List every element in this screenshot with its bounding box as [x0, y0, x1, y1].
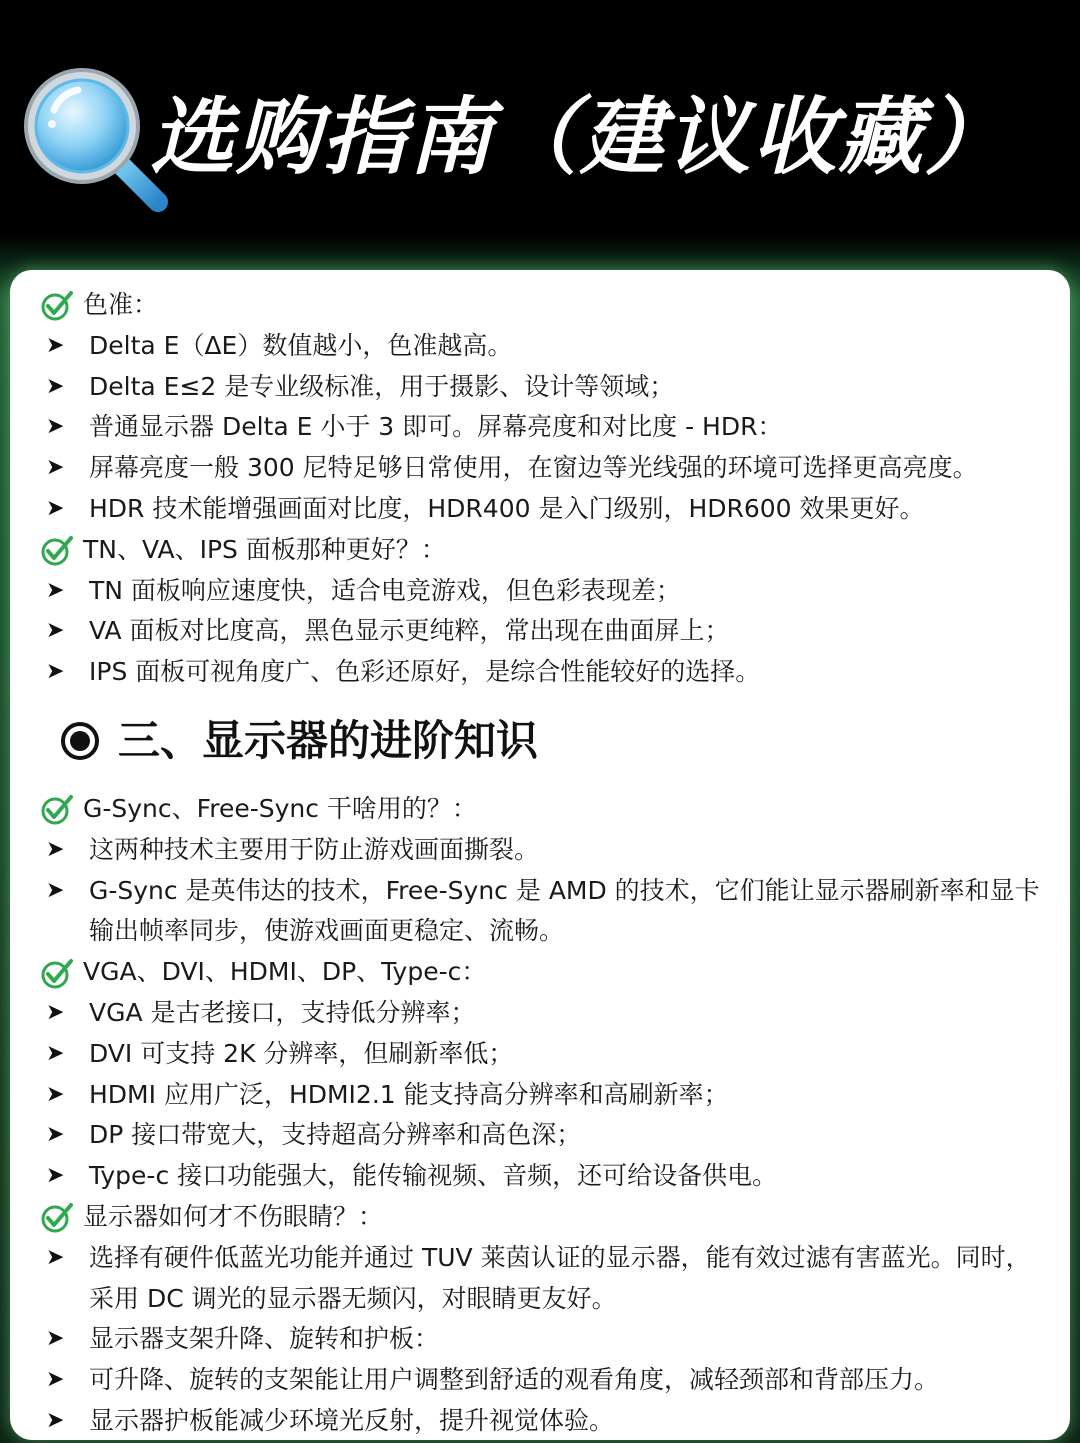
list-item [40, 1156, 1050, 1197]
sync-heading [40, 789, 1050, 830]
arrowhead-bullet-icon: ➤ [46, 577, 65, 603]
arrowhead-bullet-icon: ➤ [46, 495, 65, 521]
content-card [10, 270, 1070, 1440]
list-item-text: DP 接口带宽大，支持超高分辨率和高色深； [89, 1120, 582, 1150]
list-item-text: G-Sync 是英伟达的技术，Free-Sync 是 AMD 的技术，它们能让显示器刷新率和显卡输出帧率同步，使游戏画面更稳定、流畅。 [89, 875, 1040, 946]
list-item-text: HDMI 应用广泛，HDMI2.1 能支持高分辨率和高刷新率； [89, 1079, 729, 1109]
list-item-text: 显示器支架升降、旋转和护板： [89, 1324, 440, 1354]
section-heading [40, 693, 1050, 789]
list-item [40, 1401, 1050, 1440]
list-item [40, 1115, 1050, 1156]
arrowhead-bullet-icon: ➤ [46, 1122, 65, 1148]
arrowhead-bullet-icon: ➤ [46, 659, 65, 685]
arrowhead-bullet-icon: ➤ [46, 877, 65, 903]
list-item [40, 993, 1050, 1034]
panels-heading [40, 530, 1050, 571]
arrowhead-bullet-icon: ➤ [46, 1407, 65, 1433]
heading-text: 显示器如何才不伤眼睛？： [83, 1201, 384, 1231]
list-item [40, 611, 1050, 652]
arrowhead-bullet-icon: ➤ [46, 1244, 65, 1270]
list-item-text: 这两种技术主要用于防止游戏画面撕裂。 [89, 834, 540, 864]
list-item [40, 1360, 1050, 1401]
heading-text: 色准： [83, 290, 159, 319]
list-item [40, 1075, 1050, 1116]
list-item [40, 830, 1050, 871]
list-item-text: IPS 面板可视角度广、色彩还原好，是综合性能较好的选择。 [89, 657, 761, 687]
list-item [40, 448, 1050, 489]
list-item-text: DVI 可支持 2K 分辨率，但刷新率低； [89, 1038, 514, 1068]
header [0, 0, 1080, 268]
ports-heading [40, 952, 1050, 993]
arrowhead-bullet-icon: ➤ [46, 836, 65, 862]
page-title: 选购指南（建议收藏） [150, 88, 1011, 186]
list-item-text: 选择有硬件低蓝光功能并通过 TUV 莱茵认证的显示器，能有效过滤有害蓝光。同时，采用 DC 调光的显示器无频闪，对眼睛更友好。 [89, 1242, 1031, 1313]
arrowhead-bullet-icon: ➤ [46, 1040, 65, 1066]
list-item-text: 显示器护板能减少环境光反射，提升视觉体验。 [89, 1405, 615, 1435]
radio-dot-icon [60, 721, 100, 761]
list-item [40, 367, 1050, 408]
heading-text: TN、VA、IPS 面板那种更好？： [83, 534, 446, 564]
list-item [40, 1319, 1050, 1360]
list-item [40, 571, 1050, 612]
content [40, 285, 1050, 1440]
list-item-text: 普通显示器 Delta E 小于 3 即可。屏幕亮度和对比度 - HDR： [89, 412, 783, 442]
list-item-text: 屏幕亮度一般 300 尼特足够日常使用，在窗边等光线强的环境可选择更高亮度。 [89, 453, 978, 483]
check-circle-icon [40, 530, 83, 571]
check-circle-icon [40, 285, 83, 326]
heading-text: G-Sync、Free-Sync 干啥用的？： [83, 793, 477, 823]
heading-text: VGA、DVI、HDMI、DP、Type-c： [83, 957, 487, 987]
list-item-text: Delta E≤2 是专业级标准，用于摄影、设计等领域； [89, 371, 675, 401]
list-item [40, 1238, 1050, 1320]
list-item [40, 652, 1050, 693]
eye-care-heading [40, 1197, 1050, 1238]
list-item-text: Type-c 接口功能强大，能传输视频、音频，还可给设备供电。 [89, 1161, 778, 1191]
list-item-text: TN 面板响应速度快，适合电竞游戏，但色彩表现差； [89, 575, 681, 605]
list-item-text: 可升降、旋转的支架能让用户调整到舒适的观看角度，减轻颈部和背部压力。 [89, 1365, 940, 1395]
section-title: 三、显示器的进阶知识 [118, 715, 539, 765]
arrowhead-bullet-icon: ➤ [46, 999, 65, 1025]
list-item-text: Delta E（ΔE）数值越小，色准越高。 [89, 330, 513, 360]
arrowhead-bullet-icon: ➤ [46, 414, 65, 440]
arrowhead-bullet-icon: ➤ [46, 1081, 65, 1107]
color-accuracy-heading [40, 285, 1050, 326]
check-circle-icon [40, 952, 83, 993]
check-circle-icon [40, 789, 83, 830]
list-item [40, 1034, 1050, 1075]
arrowhead-bullet-icon: ➤ [46, 455, 65, 481]
arrowhead-bullet-icon: ➤ [46, 1163, 65, 1189]
arrowhead-bullet-icon: ➤ [46, 1367, 65, 1393]
list-item [40, 489, 1050, 530]
list-item-text: VA 面板对比度高，黑色显示更纯粹，常出现在曲面屏上； [89, 616, 730, 646]
list-item-text: HDR 技术能增强画面对比度，HDR400 是入门级别，HDR600 效果更好。 [89, 493, 925, 523]
arrowhead-bullet-icon: ➤ [46, 332, 65, 358]
list-item [40, 871, 1050, 953]
arrowhead-bullet-icon: ➤ [46, 1326, 65, 1352]
arrowhead-bullet-icon: ➤ [46, 373, 65, 399]
list-item [40, 326, 1050, 367]
list-item [40, 407, 1050, 448]
check-circle-icon [40, 1197, 83, 1238]
list-item-text: VGA 是古老接口，支持低分辨率； [89, 997, 476, 1027]
arrowhead-bullet-icon: ➤ [46, 618, 65, 644]
